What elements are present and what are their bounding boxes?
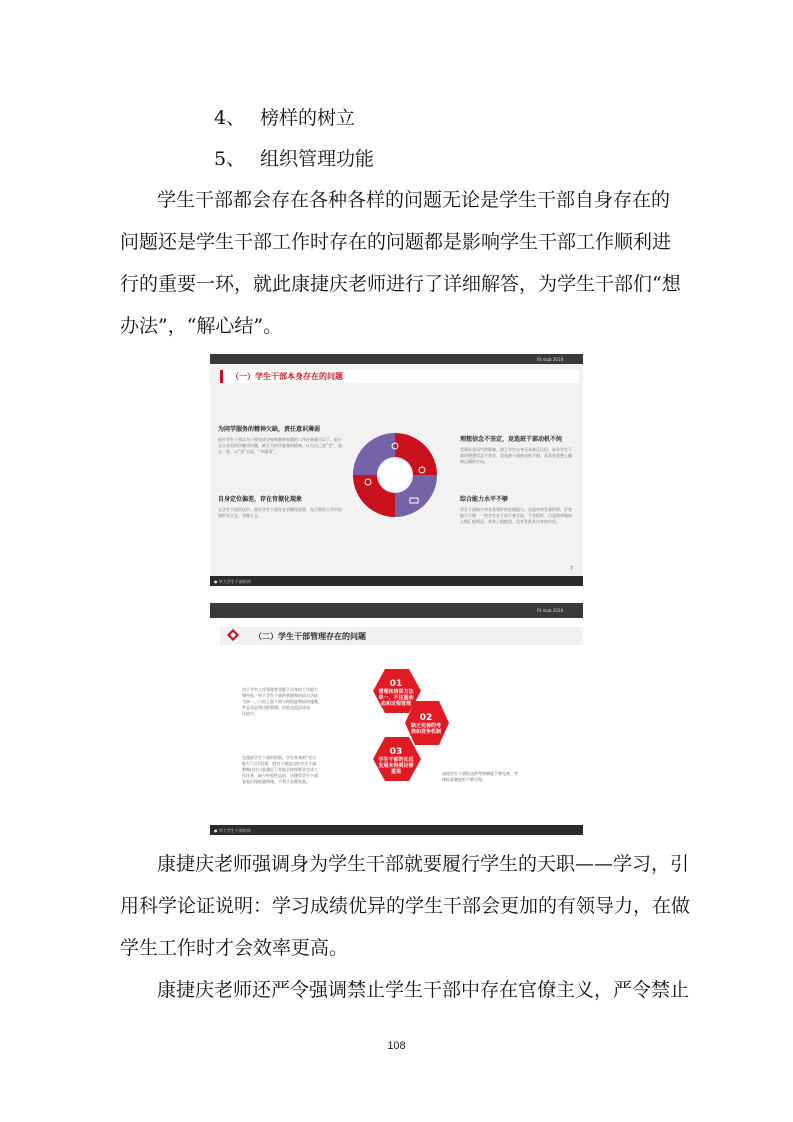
hexagon-02-content xyxy=(410,713,442,735)
problem-heading: 自身定位偏差，存在官僚化现象 xyxy=(218,496,303,503)
list-text: 组织管理功能 xyxy=(260,148,375,170)
problem-heading: 为同学服务的精神欠缺，责任意识薄弱 xyxy=(218,426,321,433)
slide-top-text: Fit stub 2018 xyxy=(536,357,563,362)
text-line: 作任务，缺少经验性总结，这便得学生干部 xyxy=(242,773,318,778)
hexagon-01-content xyxy=(378,679,414,707)
text-line: 由于学生工作管理者受限于自身的工作能力 xyxy=(242,687,318,692)
text-line: 高校学生干部队伍的考核制度不够完善，考 xyxy=(442,771,518,776)
slide-bottom-text: ● 华大学生干部培训 xyxy=(214,579,251,584)
problem-body: 在学生干部队伍中，部分学生干部存在官僚化现象，在日常的工作中出现形式主义，官僚主义。 xyxy=(218,507,342,518)
list-item-4 xyxy=(214,106,355,130)
text-line: 能力”占比很重，很对于遴选出的学生干部， xyxy=(242,761,321,766)
text-line: 在选拔学生干部的时候，学生本身的“先天 xyxy=(242,755,317,760)
hexagon-number: 02 xyxy=(419,713,433,723)
donut-graphic xyxy=(350,430,440,520)
problem-block-2 xyxy=(460,436,575,465)
slide-top-bar xyxy=(210,354,583,364)
slide-title-box xyxy=(220,370,579,383)
left-top-text xyxy=(242,687,367,717)
hexagon-label: 管理和培训方法单一、不注重动态和过程管理 xyxy=(378,689,414,707)
text-line: 教师往往只是满足于其能否按照要求完成工 xyxy=(242,767,318,772)
hexagon-03-content xyxy=(378,747,414,775)
paragraph-line: 办法”，“解心结”。 xyxy=(120,315,283,337)
paragraph-line: 学生工作时才会效率更高。 xyxy=(120,937,349,959)
problem-body: 受到社会风气的影响，加之学生自身还未真正认识，部分学生干部的理想信念不坚定，竞选班干部的动机不纯，从而在思想上偏离正确的方向。 xyxy=(460,447,572,464)
paragraph-line: 用科学论证说明：学习成绩优异的学生干部会更加的有领导力，在做 xyxy=(120,895,691,917)
slide-title: （二）学生干部管理存在的问题 xyxy=(254,632,366,641)
text-line: 核标准制度的不够合理。 xyxy=(442,777,486,782)
problem-body: 学生干部缺少对各类事件的处理能力，在面对突发事件时，应变能力不够，一些学生在干部不善言谈，不会组织，只是简单地向上级汇报情况，带来上级抱怨，没有发挥其自身的作用。 xyxy=(460,507,572,524)
text-line: 容易出现疲惫情绪，不利于长期发展。 xyxy=(242,779,310,784)
text-line: 为单一，只局上面不到与时俱进和因材施教。 xyxy=(242,699,322,704)
left-bottom-text xyxy=(242,755,372,785)
text-line: 和经验，对于学生干部的管理和培训方法较 xyxy=(242,693,318,698)
paragraph-line: 康捷庆老师强调身为学生干部就要履行学生的天职——学习，引 xyxy=(157,853,690,875)
list-number: 5、 xyxy=(214,148,246,170)
paragraph-line: 康捷庆老师还严令强调禁止学生干部中存在官僚主义，严令禁止 xyxy=(157,979,690,1001)
paragraph-line: 问题还是学生干部工作时存在的问题都是影响学生干部工作顺利进 xyxy=(120,231,672,253)
diamond-icon xyxy=(227,629,239,641)
problem-block-1 xyxy=(218,426,343,455)
problem-block-3 xyxy=(218,496,343,519)
slide-top-text: Fit stub 2018 xyxy=(536,608,563,613)
slide-title: （一）学生干部本身存在的问题 xyxy=(231,372,343,381)
list-number: 4、 xyxy=(214,107,246,129)
problem-block-4 xyxy=(460,496,575,525)
hexagon-number: 01 xyxy=(389,679,403,689)
hexagon-label: 缺乏完善的考核和竞争机制 xyxy=(410,723,441,735)
hexagon-number: 03 xyxy=(389,747,403,757)
slide-bottom-text: ● 华大学生干部培训 xyxy=(214,828,251,833)
paragraph-line: 学生干部都会存在各种各样的问题无论是学生干部自身存在的 xyxy=(157,189,671,211)
slide-bottom-bar xyxy=(210,825,583,835)
problem-body: 很多学生干部认为只要完成学校和教师布置的工作任务就可以了，很少去主动为同学解决问题，缺乏为同学服务的精神。认为自己是“官”，高人一等，以“官”自居，“多做事”。 xyxy=(218,437,343,454)
slide-title-box xyxy=(220,627,583,645)
slide-bottom-bar xyxy=(210,576,583,586)
list-text: 榜样的树立 xyxy=(260,107,356,129)
slide-page-number: 7 xyxy=(569,566,573,572)
right-text xyxy=(442,771,562,783)
paragraph-line: 行的重要一环，就此康捷庆老师进行了详细解答，为学生干部们“想 xyxy=(120,273,681,295)
problem-heading: 综合能力水平不够 xyxy=(460,496,509,503)
list-item-5 xyxy=(214,147,374,171)
page-number: 108 xyxy=(387,1040,406,1052)
slide-top-bar xyxy=(210,603,583,618)
hexagon-label: 学生干部的长远发展未得到足够重视 xyxy=(378,757,414,775)
problem-heading: 理想信念不坚定，竞选班干部动机不纯 xyxy=(460,436,563,443)
text-line: 并且动态和过程管理、经验交流活动也 xyxy=(242,705,310,710)
text-line: 比较少。 xyxy=(242,711,258,716)
slide-image-self-problems xyxy=(210,354,583,586)
slide-image-management-problems xyxy=(210,603,583,835)
